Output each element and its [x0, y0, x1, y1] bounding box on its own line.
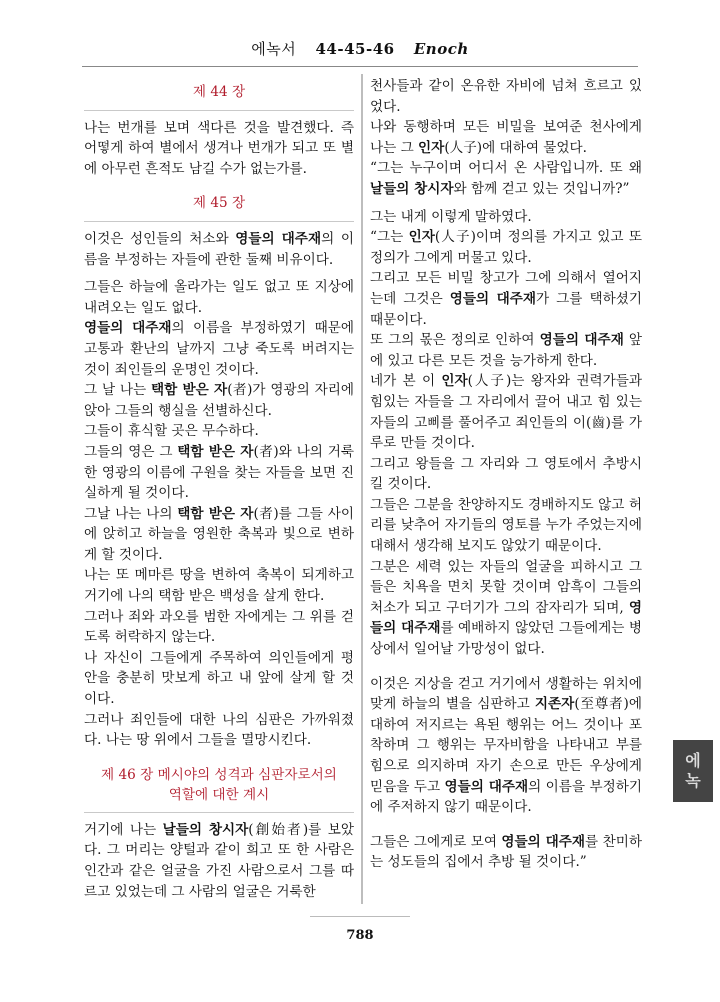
chapter-46-heading: [84, 759, 354, 813]
ch44-paragraph-1: 나는 번개를 보며 색다른 것을 발견했다. 즉 어떻게 하여 별에서 생겨나 번개가 되고 또 별에 아무런 흔적도 남길 수가 없는가를.: [84, 119, 354, 177]
chapter-46-heading-line-1: 제 46 장 메시야의 성격과 심판자로서의: [101, 766, 337, 783]
footer-rule: [310, 916, 410, 917]
left-column: [84, 76, 354, 902]
chapter-44-heading: 제 44 장: [84, 76, 354, 111]
chapter-45-heading: 제 45 장: [84, 187, 354, 222]
ch45-paragraph-6: 그들의 영은 그 택함 받은 자(者)와 나의 거룩한 영광의 이름에 구원을 찾는 자들을 보면 진실하게 될 것이다.: [84, 443, 354, 502]
ch46-paragraph-11: 그분은 세력 있는 자들의 얼굴을 피하시고 그들은 치욕을 면치 못할 것이며 암흑이 그들의 처소가 되고 구더기가 그의 잠자리가 되며, 영들의 대주재를 예배하지 않았던 그들에게는 병상에서 일어날 가망성이 없다.: [370, 558, 642, 658]
thumb-tab-char-1: 에: [685, 751, 701, 770]
header-book-title: 에녹서: [251, 40, 297, 58]
ch46-paragraph-1: 거기에 나는 날들의 창시자(創始者)를 보았다. 그 머리는 양털과 같이 희고 또 한 사람은 인간과 같은 얼굴을 가진 사람으로서 그를 따르고 있었는데 그 사람의 얼굴은 거룩한: [84, 821, 354, 900]
ch46-paragraph-4: 그는 내게 이렇게 말하였다.: [370, 208, 532, 225]
ch46-paragraph-13: 그들은 그에게로 모여 영들의 대주재를 찬미하는 성도들의 집에서 추방 될 것이다.”: [370, 833, 642, 871]
ch46-paragraph-8: 네가 본 이 인자(人子)는 왕자와 권력가들과 힘있는 자들을 그 자리에서 끌어 내고 힘 있는 자들의 고삐를 풀어주고 죄인들의 이(齒)를 가루로 만들 것이다.: [370, 373, 642, 452]
ch46-paragraph-10: 그들은 그분을 찬양하지도 경배하지도 않고 허리를 낮추어 자기들의 영토를 누가 주었는지에 대해서 생각해 보지도 않았기 때문이다.: [370, 496, 642, 555]
running-header: [0, 38, 720, 59]
thumb-index-tab: [673, 740, 713, 802]
ch45-paragraph-10: 나 자신이 그들에게 주목하여 의인들에게 평안을 충분히 맛보게 하고 내 앞에 살게 할 것이다.: [84, 649, 354, 708]
ch45-paragraph-8: 나는 또 메마른 땅을 변하여 축복이 되게하고 거기에 나의 택함 받은 백성을 살게 한다.: [84, 567, 354, 605]
page-number: 788: [346, 928, 374, 943]
ch45-paragraph-1: 이것은 성인들의 처소와 영들의 대주재의 이름을 부정하는 자들에 관한 둘째 비유이다.: [84, 230, 354, 268]
ch45-paragraph-7: 그날 나는 나의 택함 받은 자(者)를 그들 사이에 앉히고 하늘을 영원한 축복과 빛으로 변하게 할 것이다.: [84, 505, 354, 563]
ch45-paragraph-11: 그러나 죄인들에 대한 나의 심판은 가까워졌다. 나는 땅 위에서 그들을 멸망시킨다.: [84, 711, 354, 749]
ch46-paragraph-1-cont: 천사들과 같이 온유한 자비에 넘쳐 흐르고 있었다.: [370, 78, 642, 115]
header-chapter-range: 44-45-46: [315, 40, 395, 58]
ch45-paragraph-4: 그 날 나는 택함 받은 자(者)가 영광의 자리에 앉아 그들의 행실을 선별하신다.: [84, 382, 354, 419]
ch45-paragraph-2: 그들은 하늘에 올라가는 일도 없고 또 지상에 내려오는 일도 없다.: [84, 279, 354, 316]
ch45-paragraph-5: 그들이 휴식할 곳은 무수하다.: [84, 423, 259, 440]
ch46-paragraph-2: 나와 동행하며 모든 비밀을 보여준 천사에게 나는 그 인자(人子)에 대하여 물었다.: [370, 119, 642, 156]
ch46-paragraph-9: 그리고 왕들을 그 자리와 그 영토에서 추방시킬 것이다.: [370, 455, 642, 493]
ch46-paragraph-6: 그리고 모든 비밀 창고가 그에 의해서 열어지는데 그것은 영들의 대주재가 그를 택하셨기 때문이다.: [370, 270, 642, 328]
thumb-tab-char-2: 녹: [685, 771, 701, 790]
ch46-paragraph-5: “그는 인자(人子)이며 정의를 가지고 있고 또 정의가 그에게 머물고 있다.: [370, 229, 642, 266]
header-rule: [82, 66, 638, 67]
ch46-paragraph-12: 이것은 지상을 걷고 거기에서 생활하는 위치에 맞게 하늘의 별을 심판하고 지존자(至尊者)에 대하여 저지르는 욕된 행위는 어느 것이나 포착하며 그 행위는 무자비함을 나타내고 부를 힘으로 의지하며 자기 손으로 만든 우상에게 믿음을 두고 영들의 대주재의 이름을 부정하기에 주저하지 않기 때문이다.: [370, 675, 642, 816]
ch45-paragraph-3: 영들의 대주재의 이름을 부정하였기 때문에 고통과 환난의 날까지 그냥 죽도록 버려지는 것이 죄인들의 운명인 것이다.: [84, 320, 354, 378]
column-divider: [361, 74, 363, 904]
chapter-46-heading-line-2: 역할에 대한 계시: [168, 786, 270, 803]
header-book-title-en: Enoch: [413, 40, 469, 58]
ch46-paragraph-7: 또 그의 몫은 정의로 인하여 영들의 대주재 앞에 있고 다른 모든 것을 능가하게 한다.: [370, 332, 642, 369]
right-column: [370, 76, 642, 873]
ch45-paragraph-9: 그러나 죄와 과오를 범한 자에게는 그 위를 걷도록 허락하지 않는다.: [84, 608, 354, 646]
ch46-paragraph-3: “그는 누구이며 어디서 온 사람입니까. 또 왜 날들의 창시자와 함께 걷고 있는 것입니까?”: [370, 160, 642, 197]
